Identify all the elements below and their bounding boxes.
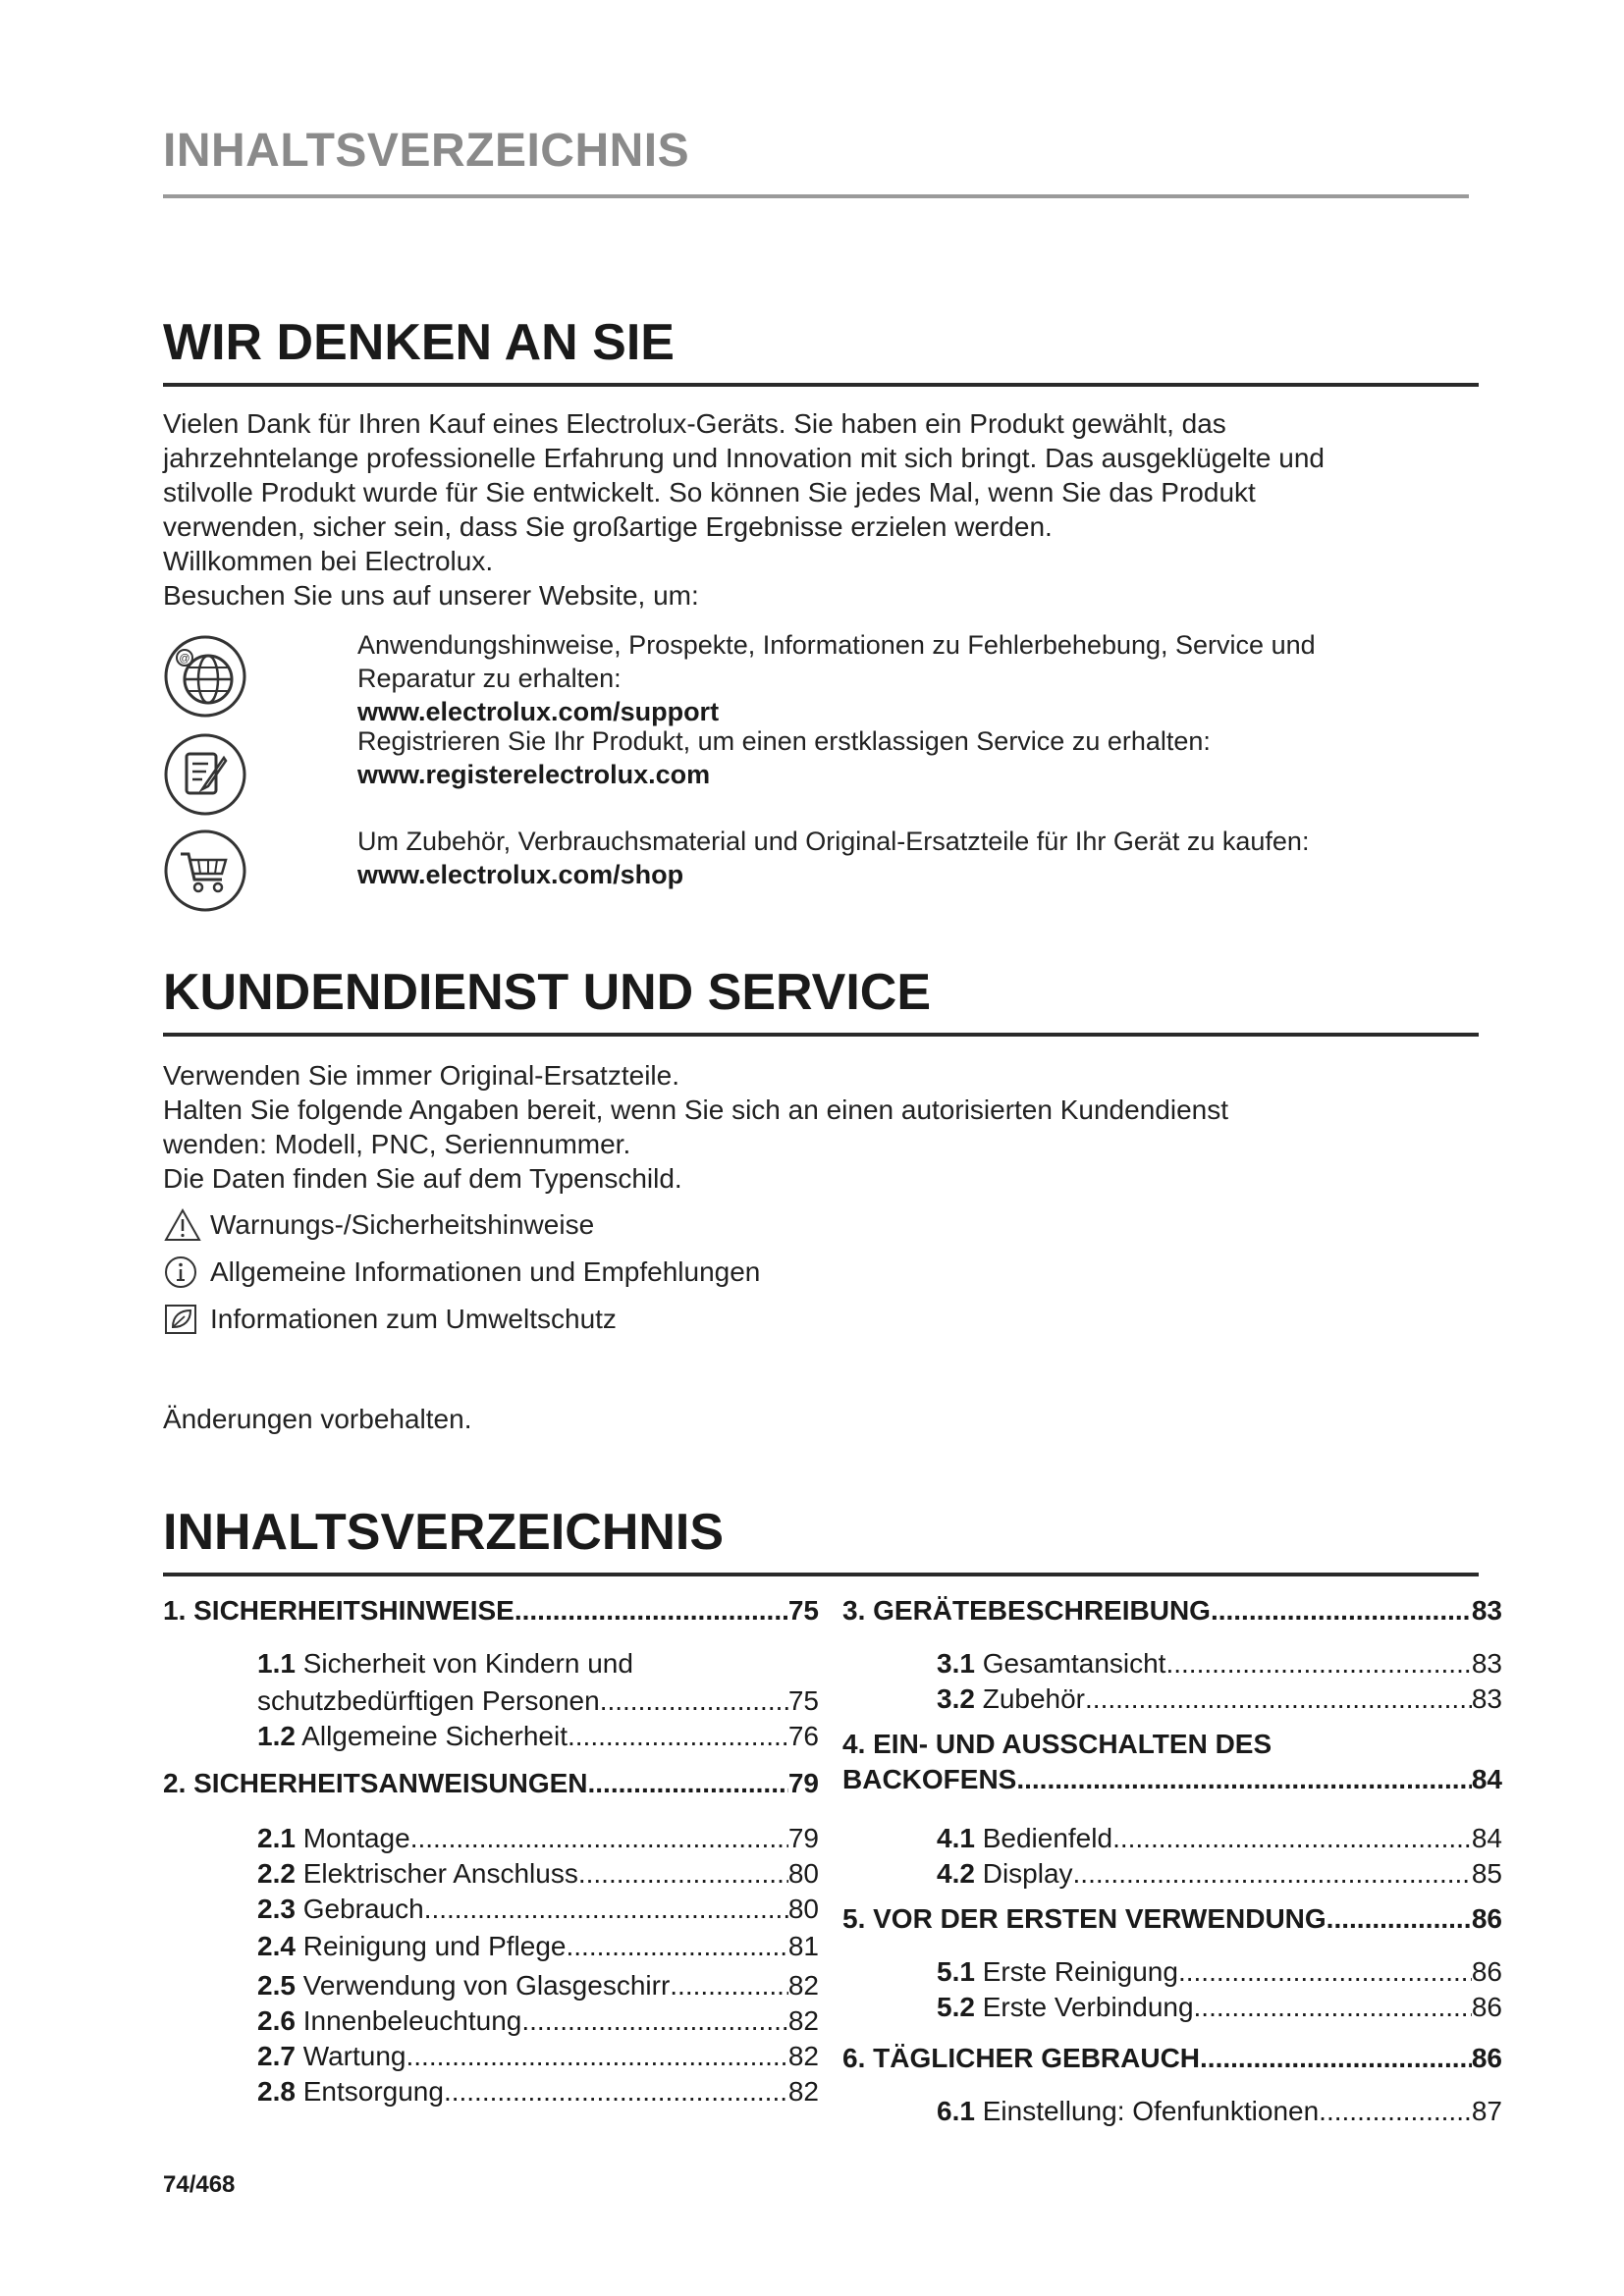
support-link[interactable]: www.electrolux.com/support	[357, 697, 720, 726]
toc-leader-dots	[1326, 1900, 1472, 1938]
toc-section-entry[interactable]	[257, 2073, 819, 2110]
toc-leader-dots	[588, 1765, 788, 1802]
toc-entry-text: Elektrischer Anschluss	[302, 1858, 578, 1889]
toc-leader-dots	[1178, 1953, 1472, 1991]
toc-page-number: 82	[787, 2005, 819, 2036]
toc-section-entry[interactable]	[257, 2002, 819, 2040]
toc-entry-title	[163, 1765, 588, 1802]
toc-entry-title	[257, 1820, 410, 1857]
toc-page-number: 86	[1471, 1903, 1502, 1934]
toc-entry-title	[842, 1900, 1326, 1938]
toc-page-number: 80	[787, 1894, 819, 1924]
toc-leader-dots	[670, 1967, 788, 2004]
intro-paragraph	[163, 406, 1479, 613]
intro-title: WIR DENKEN AN SIE	[163, 314, 675, 371]
service-line: Verwenden Sie immer Original-Ersatzteile.	[163, 1060, 679, 1091]
toc-section-entry[interactable]	[937, 1645, 1502, 1682]
toc-section-entry[interactable]	[257, 2038, 819, 2075]
toc-page-number: 76	[787, 1721, 819, 1751]
shop-link[interactable]: www.electrolux.com/shop	[357, 860, 684, 889]
toc-entry-number: 4.2	[937, 1858, 975, 1889]
toc-page-number: 84	[1471, 1764, 1502, 1794]
toc-chapter-entry[interactable]	[842, 1761, 1502, 1798]
toc-leader-dots	[1319, 2093, 1472, 2130]
toc-entry-text: Reinigung und Pflege	[302, 1931, 567, 1961]
toc-entry-number: 6.1	[937, 2096, 975, 2126]
service-text-register	[357, 724, 1477, 791]
toc-entry-text: Einstellung: Ofenfunktionen	[982, 2096, 1320, 2126]
toc-chapter-entry[interactable]	[842, 2040, 1502, 2077]
toc-page-number: 87	[1471, 2096, 1502, 2126]
toc-leader-dots	[578, 1855, 788, 1893]
toc-entry-title	[257, 1891, 424, 1928]
intro-line: stilvolle Produkt wurde für Sie entwickelt. So können Sie jedes Mal, wenn Sie das Produkt	[163, 477, 1256, 507]
service-text-support	[357, 628, 1477, 728]
warning-triangle-icon	[163, 1207, 202, 1243]
toc-section-entry[interactable]	[937, 1681, 1502, 1718]
toc-entry-text: Innenbeleuchtung	[302, 2005, 522, 2036]
toc-section-entry[interactable]	[257, 1891, 819, 1928]
toc-entry-text: Display	[982, 1858, 1073, 1889]
service-line: wenden: Modell, PNC, Seriennummer.	[163, 1129, 631, 1159]
service-text-line: Anwendungshinweise, Prospekte, Informationen zu Fehlerbehebung, Service und	[357, 630, 1316, 660]
intro-line: verwenden, sicher sein, dass Sie großartige Ergebnisse erzielen werden.	[163, 511, 1053, 542]
toc-entry-number: 3.1	[937, 1648, 975, 1679]
toc-section-entry[interactable]	[937, 1855, 1502, 1893]
toc-page-number: 75	[787, 1685, 819, 1716]
toc-entry-number: 2.6	[257, 2005, 296, 2036]
symbol-row-info	[163, 1249, 1479, 1296]
toc-leader-dots	[410, 1820, 788, 1857]
page-header	[163, 122, 1469, 198]
toc-leader-dots	[1085, 1681, 1472, 1718]
toc-section-entry[interactable]	[257, 1855, 819, 1893]
toc-entry-title	[257, 1928, 566, 1965]
toc-leader-dots	[1211, 1592, 1472, 1629]
toc-page-number: 82	[787, 2041, 819, 2071]
toc-page-number: 82	[787, 2076, 819, 2107]
toc-left-column	[163, 1592, 819, 2142]
toc-entry-number: 2.2	[257, 1858, 296, 1889]
header-title: INHALTSVERZEICHNIS	[163, 125, 690, 177]
toc-entry-text: Wartung	[302, 2041, 406, 2071]
service-title: KUNDENDIENST UND SERVICE	[163, 964, 932, 1021]
environment-leaf-icon	[163, 1302, 202, 1337]
toc-section-entry[interactable]	[257, 1682, 819, 1720]
service-rule	[163, 1033, 1479, 1037]
toc-section-entry[interactable]	[257, 1645, 819, 1682]
toc-entry-title	[937, 1681, 1085, 1718]
toc-chapter-entry[interactable]	[842, 1726, 1502, 1763]
toc-page-number: 85	[1471, 1858, 1502, 1889]
toc-entry-number: 5.2	[937, 1992, 975, 2022]
toc-page-number: 86	[1471, 2043, 1502, 2073]
toc-entry-number: 5.1	[937, 1956, 975, 1987]
service-text-shop	[357, 825, 1477, 891]
toc-entry-text: BACKOFENS	[842, 1764, 1017, 1794]
toc-leader-dots	[568, 1718, 788, 1755]
toc-entry-title	[937, 2093, 1319, 2130]
toc-entry-text: Sicherheit von Kindern und	[302, 1648, 633, 1679]
header-rule	[163, 194, 1469, 198]
toc-leader-dots	[514, 1592, 788, 1629]
toc-entry-text: 5. VOR DER ERSTEN VERWENDUNG	[842, 1903, 1326, 1934]
toc-entry-number: 1.1	[257, 1648, 296, 1679]
toc-entry-text: Gesamtansicht	[982, 1648, 1166, 1679]
toc-entry-title	[937, 1820, 1112, 1857]
service-line: Halten Sie folgende Angaben bereit, wenn Sie sich an einen autorisierten Kundendienst	[163, 1095, 1228, 1125]
toc-entry-text: Verwendung von Glasgeschirr	[302, 1970, 671, 2001]
toc-entry-title	[257, 1855, 578, 1893]
service-text-line: Reparatur zu erhalten:	[357, 664, 622, 693]
symbol-legend	[163, 1201, 1479, 1343]
toc-section-entry[interactable]	[257, 1820, 819, 1857]
toc-entry-number: 3.2	[937, 1683, 975, 1714]
toc-section-entry[interactable]	[937, 2093, 1502, 2130]
toc-leader-dots	[1016, 1761, 1472, 1798]
toc-right-column	[842, 1592, 1502, 2162]
toc-entry-number: 2.8	[257, 2076, 296, 2107]
toc-entry-text: schutzbedürftigen Personen	[257, 1685, 600, 1716]
intro-line: Vielen Dank für Ihren Kauf eines Electrolux-Geräts. Sie haben ein Produkt gewählt, das	[163, 408, 1226, 439]
intro-line: Besuchen Sie uns auf unserer Website, um:	[163, 580, 699, 611]
toc-chapter-entry[interactable]	[163, 1592, 819, 1629]
toc-chapter-entry[interactable]	[842, 1592, 1502, 1629]
toc-entry-number: 2.5	[257, 1970, 296, 2001]
toc-entry-text: 3. GERÄTEBESCHREIBUNG	[842, 1595, 1211, 1626]
toc-chapter-entry[interactable]	[163, 1765, 819, 1802]
intro-line: Willkommen bei Electrolux.	[163, 546, 494, 576]
service-line: Die Daten finden Sie auf dem Typenschild.	[163, 1163, 682, 1194]
toc-leader-dots	[1073, 1855, 1472, 1893]
changes-note: Änderungen vorbehalten.	[163, 1404, 472, 1434]
toc-page-number: 83	[1471, 1683, 1502, 1714]
toc-leader-dots	[1165, 1645, 1471, 1682]
toc-entry-text: Montage	[302, 1823, 410, 1853]
toc-entry-text: Zubehör	[982, 1683, 1086, 1714]
toc-entry-text: Allgemeine Sicherheit	[301, 1721, 568, 1751]
info-icon	[163, 1255, 202, 1290]
toc-entry-title	[257, 1645, 633, 1682]
toc-entry-title	[257, 1967, 670, 2004]
toc-leader-dots	[406, 2038, 788, 2075]
toc-entry-number: 1.2	[257, 1721, 296, 1751]
toc-page-number: 83	[1471, 1648, 1502, 1679]
toc-leader-dots	[521, 2002, 787, 2040]
register-link[interactable]: www.registerelectrolux.com	[357, 760, 711, 789]
toc-entry-title	[937, 1953, 1178, 1991]
symbol-label: Informationen zum Umweltschutz	[210, 1304, 617, 1334]
service-text-line: Registrieren Sie Ihr Produkt, um einen erstklassigen Service zu erhalten:	[357, 726, 1211, 756]
toc-section-entry[interactable]	[937, 1820, 1502, 1857]
toc-entry-title	[937, 1645, 1165, 1682]
toc-section-entry[interactable]	[937, 1989, 1502, 2026]
toc-page-number: 83	[1471, 1595, 1502, 1626]
toc-leader-dots	[1200, 2040, 1472, 2077]
toc-page-number: 86	[1471, 1992, 1502, 2022]
toc-entry-number: 2.3	[257, 1894, 296, 1924]
toc-entry-title	[163, 1592, 514, 1629]
intro-line: jahrzehntelange professionelle Erfahrung und Innovation mit sich bringt. Das ausgeklügelte und	[163, 443, 1325, 473]
toc-rule	[163, 1573, 1479, 1576]
toc-entry-number: 4.1	[937, 1823, 975, 1853]
toc-entry-title	[257, 2073, 444, 2110]
toc-page-number: 84	[1471, 1823, 1502, 1853]
toc-page-number: 86	[1471, 1956, 1502, 1987]
toc-leader-dots	[1112, 1820, 1472, 1857]
toc-section-entry[interactable]	[257, 1967, 819, 2004]
toc-entry-text: 6. TÄGLICHER GEBRAUCH	[842, 2043, 1201, 2073]
toc-entry-title	[842, 1761, 1016, 1798]
symbol-label: Allgemeine Informationen und Empfehlungen	[210, 1256, 761, 1287]
toc-entry-title	[257, 2002, 521, 2040]
intro-section	[163, 312, 1479, 889]
toc-page-number: 79	[787, 1823, 819, 1853]
toc-entry-text: Gebrauch	[302, 1894, 424, 1924]
toc-entry-text: Erste Reinigung	[982, 1956, 1178, 1987]
toc-section-entry[interactable]	[257, 1718, 819, 1755]
toc-section-entry[interactable]	[937, 1953, 1502, 1991]
toc-entry-text: 2. SICHERHEITSANWEISUNGEN	[163, 1768, 588, 1798]
register-document-icon	[163, 732, 247, 817]
svg-text:@: @	[179, 653, 190, 665]
toc-page-number: 82	[787, 1970, 819, 2001]
toc-section	[163, 1502, 1479, 1576]
service-text-line: Um Zubehör, Verbrauchsmaterial und Original-Ersatzteile für Ihr Gerät zu kaufen:	[357, 827, 1310, 856]
toc-entry-number: 2.7	[257, 2041, 296, 2071]
toc-entry-title	[842, 1592, 1211, 1629]
service-paragraph	[163, 1058, 1479, 1196]
toc-entry-text: Erste Verbindung	[982, 1992, 1194, 2022]
toc-leader-dots	[566, 1928, 787, 1965]
toc-leader-dots	[444, 2073, 788, 2110]
symbol-label: Warnungs-/Sicherheitshinweise	[210, 1209, 595, 1240]
toc-entry-number: 2.4	[257, 1931, 296, 1961]
toc-entry-text: 1. SICHERHEITSHINWEISE	[163, 1595, 514, 1626]
toc-entry-title	[842, 1726, 1272, 1763]
intro-rule	[163, 383, 1479, 387]
toc-entry-title	[937, 1989, 1194, 2026]
toc-chapter-entry[interactable]	[842, 1900, 1502, 1938]
toc-entry-title	[257, 1682, 600, 1720]
toc-entry-text: Entsorgung	[302, 2076, 444, 2107]
toc-entry-text: 4. EIN- UND AUSSCHALTEN DES	[842, 1729, 1272, 1759]
toc-entry-title	[257, 2038, 406, 2075]
toc-page-number: 80	[787, 1858, 819, 1889]
page-number: 74/468	[163, 2171, 236, 2198]
service-section	[163, 962, 1479, 1343]
toc-leader-dots	[424, 1891, 788, 1928]
symbol-row-environment	[163, 1296, 1479, 1343]
toc-entry-title	[842, 2040, 1200, 2077]
toc-page-number: 75	[787, 1595, 819, 1626]
toc-leader-dots	[600, 1682, 788, 1720]
toc-entry-title	[937, 1855, 1073, 1893]
toc-entry-number: 2.1	[257, 1823, 296, 1853]
toc-page-number: 79	[787, 1768, 819, 1798]
toc-section-entry[interactable]	[257, 1928, 819, 1965]
toc-title: INHALTSVERZEICHNIS	[163, 1504, 725, 1561]
toc-entry-title	[257, 1718, 568, 1755]
toc-leader-dots	[1194, 1989, 1472, 2026]
shopping-cart-icon	[163, 828, 247, 913]
toc-entry-text: Bedienfeld	[982, 1823, 1113, 1853]
globe-icon	[163, 634, 247, 719]
toc-page-number: 81	[787, 1931, 819, 1961]
symbol-row-warning	[163, 1201, 1479, 1249]
